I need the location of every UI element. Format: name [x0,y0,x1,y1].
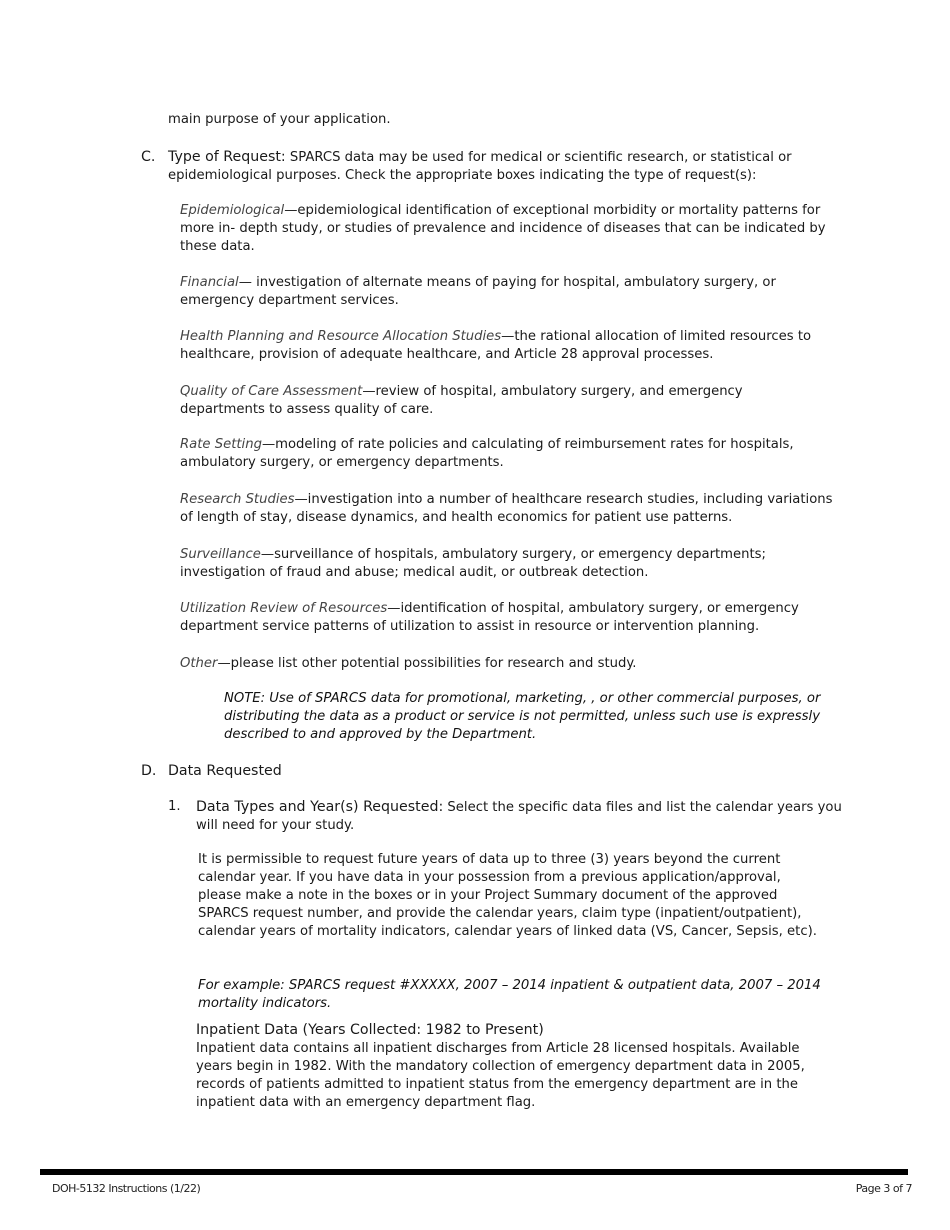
request-type-term: Epidemiological [180,203,285,218]
item-1-heading: Data Types and Year(s) Requested: [196,799,444,815]
request-type-item [180,328,844,364]
commercial-use-note: NOTE: Use of SPARCS data for promotional, marketing, , or other commercial purposes, or distributing the data as a product or service is not permitted, unless such use is expressly described to and approved by the Department. [224,691,821,742]
section-c-heading: Type of Request: [168,149,286,165]
item-1-number: 1. [168,799,181,814]
request-type-item [180,491,844,527]
request-type-term: Surveillance [180,547,261,562]
section-d-letter: D. [141,763,157,779]
form-id: DOH-5132 Instructions (1/22) [52,1182,201,1195]
section-c-intro [168,148,848,185]
request-type-item [180,383,800,419]
request-type-item [180,655,844,673]
request-type-term: Other [180,656,218,671]
inpatient-data-heading: Inpatient Data (Years Collected: 1982 to Present) [196,1022,544,1038]
request-type-desc: —surveillance of hospitals, ambulatory surgery, or emergency departments; investigation of fraud and abuse; medical audit, or outbreak detection. [180,547,766,580]
request-type-desc: —investigation into a number of healthcare research studies, including variations of length of stay, disease dynamics, and health economics for patient use patterns. [180,492,833,525]
request-type-item [180,202,842,256]
request-type-item [180,600,844,636]
example-text: For example: SPARCS request #XXXXX, 2007 – 2014 inpatient & outpatient data, 2007 – 2014 mortality indicators. [198,978,821,1011]
request-type-term: Quality of Care Assessment [180,384,363,399]
request-type-desc: —please list other potential possibilities for research and study. [217,656,637,671]
request-type-item [180,546,820,582]
request-type-desc: —modeling of rate policies and calculating of reimbursement rates for hospitals, ambulatory surgery, or emergency departments. [180,437,794,470]
inpatient-data-text: Inpatient data contains all inpatient discharges from Article 28 licensed hospitals. Available years begin in 1982. With the mandatory collection of emergency department data in 2005, records of patients admitted to inpatient status from the emergency department are in the inpatient data with an emergency department flag. [196,1041,805,1110]
request-type-term: Rate Setting [180,437,262,452]
request-type-desc: —epidemiological identification of exceptional morbidity or mortality patterns for more in- depth study, or studies of prevalence and incidence of diseases that can be indicated by these data. [180,203,826,254]
item-1-intro [196,798,846,835]
request-type-item [180,436,840,472]
footer-rule [40,1169,908,1175]
request-type-desc: —identification of hospital, ambulatory surgery, or emergency department service patterns of utilization to assist in resource or intervention planning. [180,601,799,634]
section-d-heading: Data Requested [168,763,282,779]
request-type-desc: — investigation of alternate means of paying for hospital, ambulatory surgery, or emergency department services. [180,275,776,308]
request-type-desc: —the rational allocation of limited resources to healthcare, provision of adequate healthcare, and Article 28 approval processes. [180,329,812,362]
request-type-term: Utilization Review of Resources [180,601,388,616]
page-number: Page 3 of 7 [855,1182,912,1195]
intro-tail-text: main purpose of your application. [168,112,391,127]
future-years-paragraph: It is permissible to request future years of data up to three (3) years beyond the current calendar year. If you have data in your possession from a previous application/approval, please make a note in the boxes or in your Project Summary document of the approved SPARCS request number, and provide the calendar years, claim type (inpatient/outpatient), calendar years of mortality indicators, calendar years of linked data (VS, Cancer, Sepsis, etc). [198,852,817,939]
item-1-text: Select the specific data files and list the calendar years you will need for your study. [196,800,842,833]
request-type-item [180,274,842,310]
section-c-text: SPARCS data may be used for medical or scientific research, or statistical or epidemiological purposes. Check the appropriate boxes indicating the type of request(s): [168,150,792,183]
section-c-letter: C. [141,149,156,165]
request-type-term: Research Studies [180,492,295,507]
request-type-term: Financial [180,275,239,290]
request-type-desc: —review of hospital, ambulatory surgery, and emergency departments to assess quality of care. [180,384,743,417]
request-type-term: Health Planning and Resource Allocation Studies [180,329,502,344]
